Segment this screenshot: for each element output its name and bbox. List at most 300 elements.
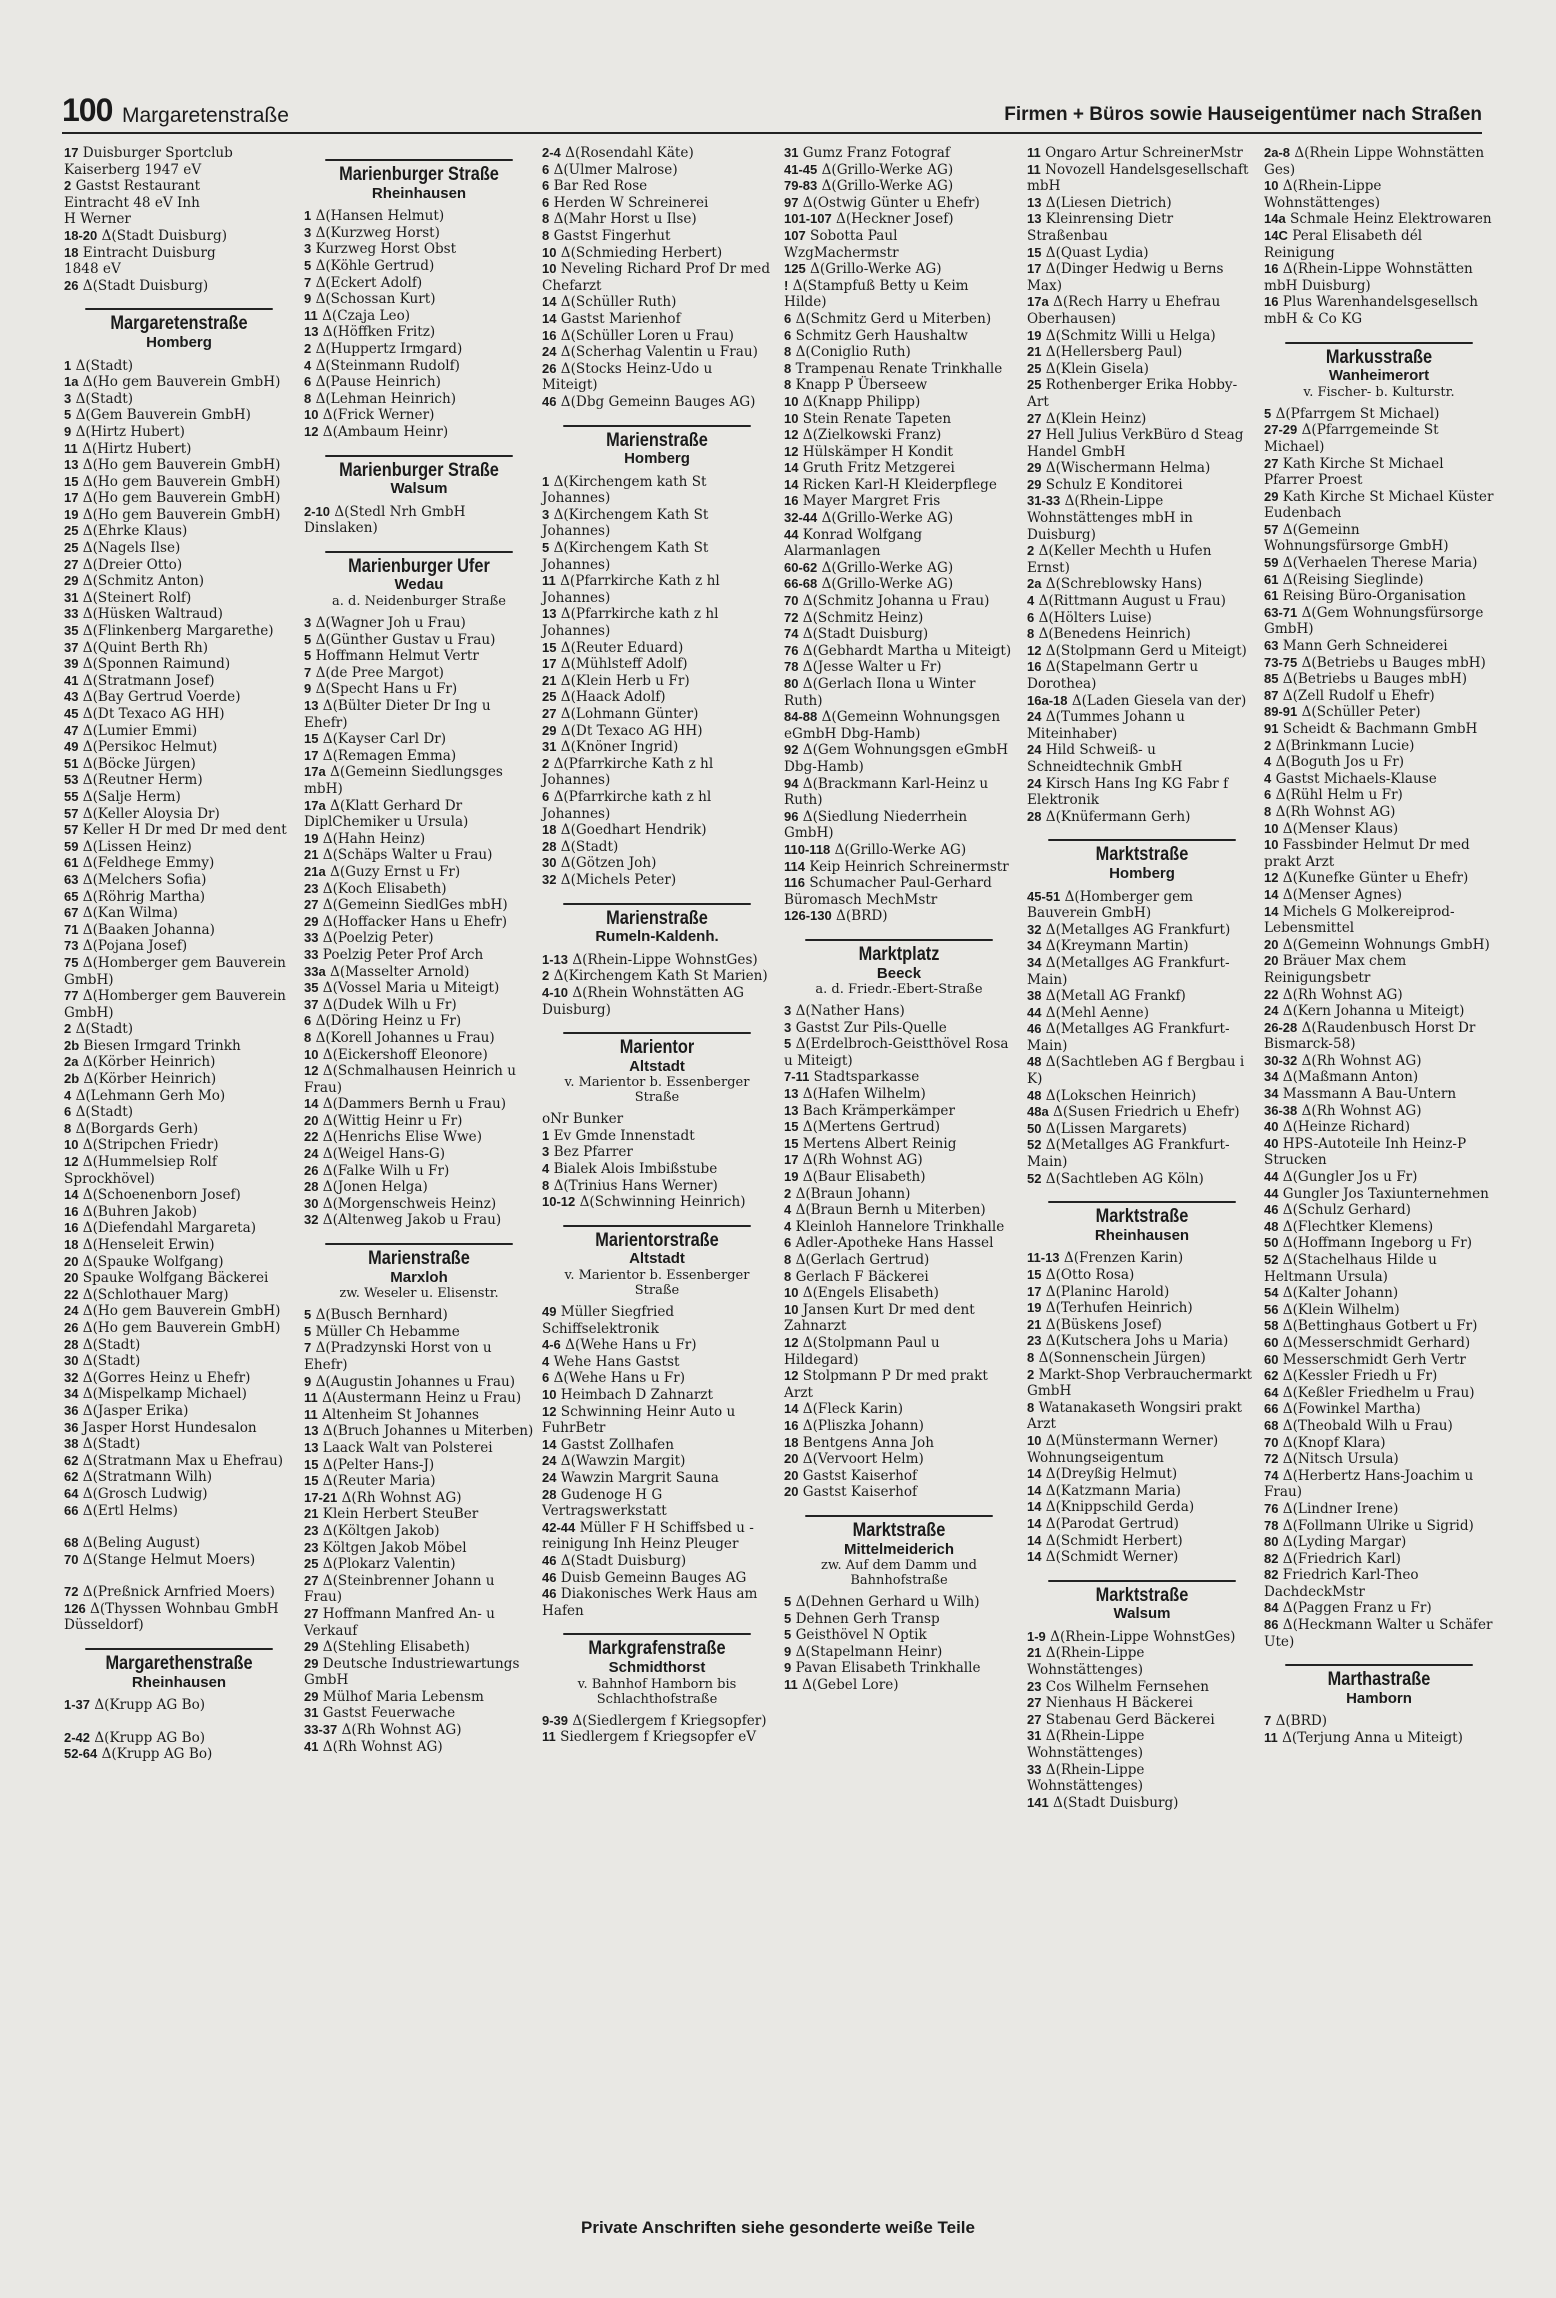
directory-entry bbox=[784, 1644, 1014, 1661]
entry-name: Eintracht Duisburg bbox=[82, 244, 216, 261]
directory-entry bbox=[542, 195, 772, 212]
entry-name: Δ(Kayser Carl Dr) bbox=[322, 731, 447, 748]
directory-entry bbox=[542, 211, 772, 228]
house-number: 14 bbox=[542, 1436, 557, 1452]
house-number: 34 bbox=[1027, 938, 1042, 954]
entry-name: Konrad Wolfgang Alarmanlagen bbox=[784, 526, 923, 560]
directory-entry bbox=[64, 523, 294, 540]
house-number: 24 bbox=[542, 1469, 557, 1485]
directory-entry bbox=[1027, 1516, 1257, 1533]
directory-entry bbox=[1264, 1385, 1494, 1402]
directory-entry bbox=[64, 689, 294, 706]
entry-name: Bach Krämperkämper bbox=[802, 1102, 955, 1119]
house-number: 10 bbox=[1264, 178, 1279, 194]
directory-entry bbox=[1264, 870, 1494, 887]
directory-entry bbox=[1264, 738, 1494, 755]
entry-name: Δ(Laden Giesela van der) bbox=[1071, 692, 1247, 709]
house-number: 5 bbox=[304, 1323, 312, 1339]
entry-name: Δ(Rhein-Lippe Wohnstättenges) bbox=[1027, 1728, 1145, 1762]
entry-name: Δ(Gem Bauverein GmbH) bbox=[75, 407, 251, 424]
directory-entry bbox=[542, 968, 772, 985]
directory-entry bbox=[1027, 1433, 1257, 1450]
directory-entry bbox=[304, 615, 534, 632]
directory-entry bbox=[64, 1270, 294, 1287]
directory-entry bbox=[1027, 1499, 1257, 1516]
house-number: 15 bbox=[304, 731, 319, 747]
directory-entry bbox=[784, 1418, 1014, 1435]
entry-name: Δ(Frenzen Karin) bbox=[1063, 1250, 1184, 1267]
directory-entry bbox=[304, 258, 534, 275]
directory-entry bbox=[304, 798, 534, 831]
entry-name: Δ(Lindner Irene) bbox=[1282, 1500, 1399, 1517]
house-number: 14 bbox=[1027, 1549, 1042, 1565]
directory-entry bbox=[304, 1457, 534, 1474]
entry-name: Gastst Marienhof bbox=[560, 310, 681, 327]
street-name: Markusstraße bbox=[1285, 342, 1472, 367]
entry-name: Δ(Raudenbusch Horst Dr Bismarck-58) bbox=[1264, 1019, 1476, 1053]
street-range: v. Marientor b. Essenberger Straße bbox=[564, 1075, 750, 1106]
entry-name: Mertens Albert Reinig bbox=[802, 1135, 957, 1152]
house-number: 17a bbox=[1027, 294, 1049, 310]
entry-name: Adler-Apotheke Hans Hassel bbox=[795, 1235, 994, 1252]
directory-entry bbox=[784, 1235, 1014, 1252]
street-section bbox=[1027, 839, 1257, 882]
entry-name: Δ(Rhein-Lippe WohnstGes) bbox=[572, 951, 758, 968]
spacer bbox=[64, 1714, 294, 1730]
house-number: 11 bbox=[304, 1390, 318, 1406]
column-3 bbox=[542, 145, 772, 1746]
directory-entry bbox=[1264, 1401, 1494, 1418]
entry-name: Δ(Kalter Johann) bbox=[1282, 1285, 1399, 1302]
house-number: 48a bbox=[1027, 1104, 1049, 1120]
entry-name: Wawzin Margrit Sauna bbox=[560, 1469, 719, 1486]
street-section bbox=[542, 1633, 772, 1706]
directory-entry bbox=[542, 328, 772, 345]
directory-entry bbox=[64, 1486, 294, 1503]
entry-name: Δ(Kern Johanna u Miteigt) bbox=[1282, 1003, 1465, 1020]
directory-entry bbox=[542, 394, 772, 411]
house-number: 80 bbox=[1264, 1534, 1279, 1550]
entry-name: Gerlach F Bäckerei bbox=[795, 1268, 929, 1285]
directory-entry bbox=[1027, 593, 1257, 610]
directory-entry bbox=[304, 1146, 534, 1163]
entry-name: Δ(Dt Texaco AG HH) bbox=[82, 706, 225, 722]
directory-entry bbox=[64, 358, 294, 375]
house-number: 17 bbox=[784, 1152, 799, 1168]
entry-name: Δ(Baaken Johanna) bbox=[82, 921, 215, 938]
directory-entry bbox=[304, 1179, 534, 1196]
entry-name: Δ(Gemeinn Wohnungsfürsorge GmbH) bbox=[1264, 521, 1449, 555]
entry-name: Δ(Lyding Margar) bbox=[1282, 1534, 1407, 1551]
entry-name: Δ(Krupp AG Bo) bbox=[94, 1697, 206, 1714]
house-number: 29 bbox=[304, 1655, 319, 1671]
directory-entry bbox=[304, 1440, 534, 1457]
directory-entry bbox=[542, 1520, 772, 1553]
directory-entry bbox=[1264, 987, 1494, 1004]
entry-name: Δ(Grillo-Werke AG) bbox=[810, 261, 942, 278]
house-number: 32 bbox=[1027, 921, 1042, 937]
entry-name: Biesen Irmgard Trinkh bbox=[83, 1037, 241, 1054]
entry-name: Hoffmann Helmut Vertr bbox=[315, 648, 479, 665]
house-number: 17 bbox=[1027, 261, 1042, 277]
house-number: 6 bbox=[542, 178, 550, 194]
house-number: 60 bbox=[1264, 1334, 1279, 1350]
house-number: 20 bbox=[64, 1270, 79, 1286]
directory-entry bbox=[542, 245, 772, 262]
house-number: 49 bbox=[64, 739, 79, 755]
entry-name: Δ(Gemeinn Wohnungs GmbH) bbox=[1282, 936, 1490, 953]
house-number: 20 bbox=[1264, 953, 1279, 969]
entry-name: Gastst Zollhafen bbox=[560, 1436, 674, 1453]
directory-entry bbox=[542, 1144, 772, 1161]
house-number: 4 bbox=[1264, 754, 1272, 770]
entry-name: Massmann A Bau-Untern bbox=[1282, 1086, 1457, 1103]
house-number: 21 bbox=[1027, 1645, 1042, 1661]
entry-name: Δ(Rhein Wohnstätten AG Duisburg) bbox=[542, 984, 744, 1018]
directory-entry bbox=[1264, 1600, 1494, 1617]
entry-name: Δ(Zielkowski Franz) bbox=[802, 427, 942, 444]
directory-entry bbox=[64, 1420, 294, 1437]
entry-name: Δ(Terjung Anna u Miteigt) bbox=[1282, 1730, 1463, 1747]
entry-name: Δ(Grillo-Werke AG) bbox=[821, 576, 954, 593]
entry-name: Δ(Dehnen Gerhard u Wilh) bbox=[795, 1594, 980, 1611]
entry-name: Kath Kirche St Michael Küster Eudenbach bbox=[1264, 488, 1494, 522]
directory-entry bbox=[64, 245, 294, 262]
house-number: 33-37 bbox=[304, 1722, 338, 1738]
entry-name: Δ(Falke Wilh u Fr) bbox=[322, 1162, 450, 1179]
directory-entry bbox=[1027, 1104, 1257, 1121]
column-4 bbox=[784, 145, 1014, 1694]
house-number: 16 bbox=[784, 493, 799, 509]
entry-name: Δ(Persikoc Helmut) bbox=[82, 739, 218, 756]
spacer bbox=[64, 1519, 294, 1535]
directory-entry bbox=[1264, 1119, 1494, 1136]
directory-entry bbox=[784, 1136, 1014, 1153]
entry-name: Kleinloh Hannelore Trinkhalle bbox=[795, 1218, 1005, 1235]
directory-entry bbox=[64, 1746, 294, 1763]
directory-entry bbox=[304, 764, 534, 797]
house-number: 71 bbox=[64, 921, 79, 937]
directory-entry bbox=[1027, 477, 1257, 494]
entry-name: Δ(Friedrich Karl) bbox=[1282, 1550, 1401, 1567]
house-number: 10 bbox=[1027, 1432, 1042, 1448]
entry-name: Δ(Ehrke Klaus) bbox=[82, 523, 188, 540]
house-number: 22 bbox=[1264, 986, 1279, 1002]
house-number: 6 bbox=[784, 327, 792, 343]
entry-name: Δ(Gebhardt Martha u Miteigt) bbox=[802, 642, 1012, 659]
directory-entry bbox=[1264, 1020, 1494, 1053]
house-number: 14a bbox=[1264, 211, 1286, 227]
entry-name: Δ(Heckner Josef) bbox=[836, 211, 954, 228]
entry-name: Δ(Heinze Richard) bbox=[1282, 1119, 1411, 1136]
house-number: 34 bbox=[1264, 1069, 1279, 1085]
directory-entry bbox=[784, 626, 1014, 643]
directory-entry bbox=[784, 493, 1014, 510]
house-number: 33a bbox=[304, 963, 326, 979]
house-number: 52-64 bbox=[64, 1746, 98, 1762]
house-number: 78 bbox=[1264, 1517, 1279, 1533]
house-number: 116 bbox=[784, 875, 805, 891]
house-number: 72 bbox=[64, 1584, 79, 1600]
house-number: 84-88 bbox=[784, 709, 818, 725]
house-number: 53 bbox=[64, 772, 79, 788]
house-number: 17-21 bbox=[304, 1489, 338, 1505]
house-number: 9 bbox=[304, 1373, 312, 1389]
entry-name: Δ(Eickershoff Eleonore) bbox=[322, 1046, 488, 1063]
house-number: 16 bbox=[1264, 294, 1279, 310]
directory-entry bbox=[64, 278, 294, 295]
entry-name: Δ(Stadt Duisburg) bbox=[101, 227, 228, 244]
house-number: 8 bbox=[784, 377, 792, 393]
entry-name: Δ(Stadt) bbox=[82, 1436, 141, 1453]
directory-entry bbox=[304, 1556, 534, 1573]
house-number: 7-11 bbox=[784, 1069, 810, 1085]
directory-entry bbox=[542, 145, 772, 162]
directory-entry bbox=[1264, 1285, 1494, 1302]
house-number: 16 bbox=[1264, 261, 1279, 277]
house-number: 5 bbox=[304, 257, 312, 273]
entry-name: Δ(Sachtleben AG f Bergbau i K) bbox=[1027, 1054, 1245, 1088]
directory-entry bbox=[304, 1506, 534, 1523]
directory-entry bbox=[542, 540, 772, 573]
house-number: 38 bbox=[64, 1436, 79, 1452]
directory-entry bbox=[1027, 938, 1257, 955]
house-number: 26-28 bbox=[1264, 1019, 1298, 1035]
directory-entry bbox=[1264, 456, 1494, 489]
entry-name: Δ(Grillo-Werke AG) bbox=[821, 510, 954, 527]
entry-name: Δ(Pojana Josef) bbox=[82, 938, 188, 955]
house-number: 14 bbox=[304, 1096, 319, 1112]
house-number: 13 bbox=[304, 324, 319, 340]
house-number: 32 bbox=[64, 1369, 79, 1385]
entry-name: Δ(Gerlach Ilona u Winter Ruth) bbox=[784, 676, 976, 709]
directory-entry bbox=[542, 606, 772, 639]
directory-entry bbox=[784, 1186, 1014, 1203]
directory-entry bbox=[64, 474, 294, 491]
street-section bbox=[304, 455, 534, 498]
entry-name: Hild Schweiß- u Schneidtechnik GmbH bbox=[1027, 742, 1183, 775]
directory-entry bbox=[64, 540, 294, 557]
house-number: 26 bbox=[64, 1319, 79, 1335]
house-number: 44 bbox=[784, 526, 799, 542]
house-number: 14C bbox=[1264, 227, 1288, 243]
entry-name: Δ(Ostwig Günter u Ehefr) bbox=[802, 194, 980, 211]
house-number: 13 bbox=[304, 1423, 319, 1439]
house-number: 94 bbox=[784, 775, 799, 791]
entry-name: Δ(Schwinning Heinrich) bbox=[579, 1194, 746, 1211]
entry-name: Kath Kirche St Michael Pfarrer Proest bbox=[1264, 455, 1444, 489]
house-number: 29 bbox=[304, 1688, 319, 1704]
house-number: 20 bbox=[784, 1484, 799, 1500]
house-number: 44 bbox=[1264, 1185, 1279, 1201]
directory-entry bbox=[784, 610, 1014, 627]
entry-name: Ricken Karl-H Kleiderpflege bbox=[802, 476, 997, 493]
directory-entry bbox=[542, 261, 772, 294]
entry-name: Δ(Braun Johann) bbox=[795, 1185, 911, 1202]
entry-name: Δ(Gemeinn Siedlungsges mbH) bbox=[304, 764, 503, 797]
house-number: 4-10 bbox=[542, 984, 569, 1000]
house-number: 60-62 bbox=[784, 559, 818, 575]
entry-name: Novozell Handelsgesellschaft mbH bbox=[1027, 161, 1249, 195]
entry-name: Δ(Terhufen Heinrich) bbox=[1045, 1300, 1193, 1317]
house-number: 125 bbox=[784, 261, 806, 277]
entry-name: Δ(Parodat Gertrud) bbox=[1045, 1515, 1179, 1532]
house-number: 54 bbox=[1264, 1285, 1279, 1301]
directory-entry bbox=[784, 1435, 1014, 1452]
directory-entry bbox=[304, 1722, 534, 1739]
entry-name: Stadtsparkasse bbox=[813, 1069, 920, 1086]
house-number: 9 bbox=[304, 681, 312, 697]
entry-name: Δ(Mispelkamp Michael) bbox=[82, 1386, 247, 1403]
house-number: 25 bbox=[64, 523, 79, 539]
directory-entry bbox=[784, 1484, 1014, 1501]
house-number: 2b bbox=[64, 1071, 80, 1087]
house-number: 1 bbox=[542, 1127, 550, 1143]
house-number: 61 bbox=[64, 855, 79, 871]
directory-entry bbox=[784, 460, 1014, 477]
house-number: 63 bbox=[64, 871, 79, 887]
house-number: 5 bbox=[304, 631, 312, 647]
entry-name: Δ(Engels Elisabeth) bbox=[802, 1285, 939, 1302]
entry-name: Δ(Költgen Jakob) bbox=[322, 1522, 440, 1539]
house-number: 10 bbox=[784, 1301, 799, 1317]
entry-name: Δ(Ho gem Bauverein GmbH) bbox=[82, 473, 281, 490]
house-number: 11 bbox=[1027, 161, 1041, 177]
house-number: 8 bbox=[304, 390, 312, 406]
directory-entry bbox=[304, 1639, 534, 1656]
house-number: 19 bbox=[784, 1169, 799, 1185]
entry-name: Δ(Rh Wohnst AG) bbox=[1282, 986, 1403, 1003]
entry-name: Δ(Ertl Helms) bbox=[82, 1502, 178, 1519]
entry-name: Δ(Brinkmann Lucie) bbox=[1275, 737, 1415, 754]
house-number: 2 bbox=[784, 1185, 792, 1201]
entry-name: Δ(Stadt) bbox=[82, 1353, 141, 1370]
directory-entry bbox=[304, 1196, 534, 1213]
entry-name: Deutsche Industriewartungs GmbH bbox=[304, 1655, 520, 1689]
entry-name: Δ(Schmitz Anton) bbox=[82, 573, 205, 590]
directory-entry bbox=[64, 407, 294, 424]
house-number: 110-118 bbox=[784, 841, 831, 857]
directory-entry bbox=[784, 228, 1014, 261]
house-number: 20 bbox=[784, 1467, 799, 1483]
directory-entry bbox=[64, 1038, 294, 1055]
house-number: 3 bbox=[304, 615, 312, 631]
directory-entry bbox=[1264, 953, 1494, 986]
directory-entry bbox=[64, 1303, 294, 1320]
entry-name: Geisthövel N Optik bbox=[795, 1627, 927, 1644]
entry-name: Δ(Hoffacker Hans u Ehefr) bbox=[322, 913, 508, 930]
directory-entry bbox=[64, 490, 294, 507]
house-number: 8 bbox=[542, 227, 550, 243]
entry-name: Nienhaus H Bäckerei bbox=[1045, 1695, 1193, 1712]
street-range: a. d. Friedr.-Ebert-Straße bbox=[815, 982, 983, 998]
house-number: 107 bbox=[784, 227, 806, 243]
street-name: Marienburger Straße bbox=[325, 455, 512, 480]
house-number: 3 bbox=[542, 506, 550, 522]
directory-entry bbox=[1027, 261, 1257, 294]
entry-name: Gastst Kaiserhof bbox=[802, 1484, 918, 1501]
street-range: zw. Auf dem Damm und Bahnhofstraße bbox=[821, 1558, 977, 1589]
directory-entry bbox=[784, 278, 1014, 311]
house-number: 51 bbox=[64, 755, 79, 771]
directory-entry bbox=[64, 1054, 294, 1071]
directory-entry bbox=[64, 623, 294, 640]
house-number: 35 bbox=[64, 623, 79, 639]
entry-name: Δ(Ho gem Bauverein GmbH) bbox=[82, 506, 281, 523]
entry-name: Δ(Siedlergem f Kriegsopfer) bbox=[572, 1712, 767, 1729]
house-number: 5 bbox=[784, 1610, 792, 1626]
entry-name: Markt-Shop Verbrauchermarkt GmbH bbox=[1027, 1366, 1252, 1400]
entry-name: Δ(Jonen Helga) bbox=[322, 1179, 428, 1196]
directory-entry bbox=[784, 1036, 1014, 1069]
entry-name: Δ(de Pree Margot) bbox=[315, 664, 444, 681]
street-section bbox=[542, 1032, 772, 1105]
street-name: Marktstraße bbox=[1048, 1580, 1235, 1605]
entry-name: Δ(Pradzynski Horst von u Ehefr) bbox=[304, 1340, 492, 1373]
entry-name: Δ(Stadt) bbox=[560, 838, 619, 855]
house-number: 40 bbox=[1264, 1135, 1279, 1151]
house-number: 23 bbox=[304, 880, 319, 896]
entry-name: Δ(Sachtleben AG Köln) bbox=[1045, 1170, 1204, 1187]
directory-entry bbox=[64, 195, 294, 212]
house-number: 9 bbox=[304, 291, 312, 307]
house-number: 21a bbox=[304, 863, 326, 879]
house-number: 19 bbox=[64, 506, 79, 522]
entry-name: Költgen Jakob Möbel bbox=[322, 1539, 467, 1556]
house-number: 18 bbox=[64, 1237, 79, 1252]
entry-name: Δ(Mühlsteff Adolf) bbox=[560, 656, 688, 673]
house-number: 2 bbox=[304, 340, 312, 356]
entry-name: Plus Warenhandelsgesellsch mbH & Co KG bbox=[1264, 294, 1479, 327]
entry-name: Schwinning Heinr Auto u FuhrBetr bbox=[542, 1403, 736, 1437]
directory-entry bbox=[64, 656, 294, 673]
entry-name: Δ(Brackmann Karl-Heinz u Ruth) bbox=[784, 775, 989, 809]
directory-entry bbox=[1027, 1645, 1257, 1678]
directory-entry bbox=[784, 1660, 1014, 1677]
entry-name: Δ(Lokschen Heinrich) bbox=[1045, 1087, 1197, 1104]
directory-entry bbox=[1264, 1534, 1494, 1551]
directory-entry bbox=[542, 228, 772, 245]
entry-name: Δ(Nather Hans) bbox=[795, 1003, 905, 1020]
house-number: 10 bbox=[542, 1387, 557, 1402]
entry-name: Δ(Feldhege Emmy) bbox=[82, 855, 215, 872]
entry-name: Δ(Schmidt Herbert) bbox=[1045, 1532, 1183, 1549]
directory-entry bbox=[784, 477, 1014, 494]
entry-name: Δ(Grillo-Werke AG) bbox=[834, 841, 967, 858]
house-number: 41 bbox=[304, 1738, 319, 1754]
entry-name: Kaiserberg 1947 eV bbox=[64, 161, 202, 178]
directory-entry bbox=[542, 689, 772, 706]
house-number: 2 bbox=[64, 178, 72, 194]
directory-entry bbox=[1264, 704, 1494, 721]
house-number: 62 bbox=[64, 1452, 79, 1468]
house-number: 13 bbox=[542, 606, 557, 622]
directory-entry bbox=[1264, 406, 1494, 423]
directory-entry bbox=[64, 905, 294, 922]
directory-entry bbox=[784, 162, 1014, 179]
directory-entry bbox=[1027, 1629, 1257, 1646]
directory-entry bbox=[784, 1468, 1014, 1485]
entry-name: Kleinrensing Dietr Straßenbau bbox=[1027, 211, 1174, 244]
directory-entry bbox=[542, 640, 772, 657]
house-number: 80 bbox=[784, 676, 799, 691]
house-number: 84 bbox=[1264, 1600, 1279, 1616]
directory-entry bbox=[64, 1453, 294, 1470]
directory-entry bbox=[1027, 1284, 1257, 1301]
directory-entry bbox=[542, 162, 772, 179]
house-number: 14 bbox=[1027, 1515, 1042, 1531]
directory-entry bbox=[1027, 460, 1257, 477]
